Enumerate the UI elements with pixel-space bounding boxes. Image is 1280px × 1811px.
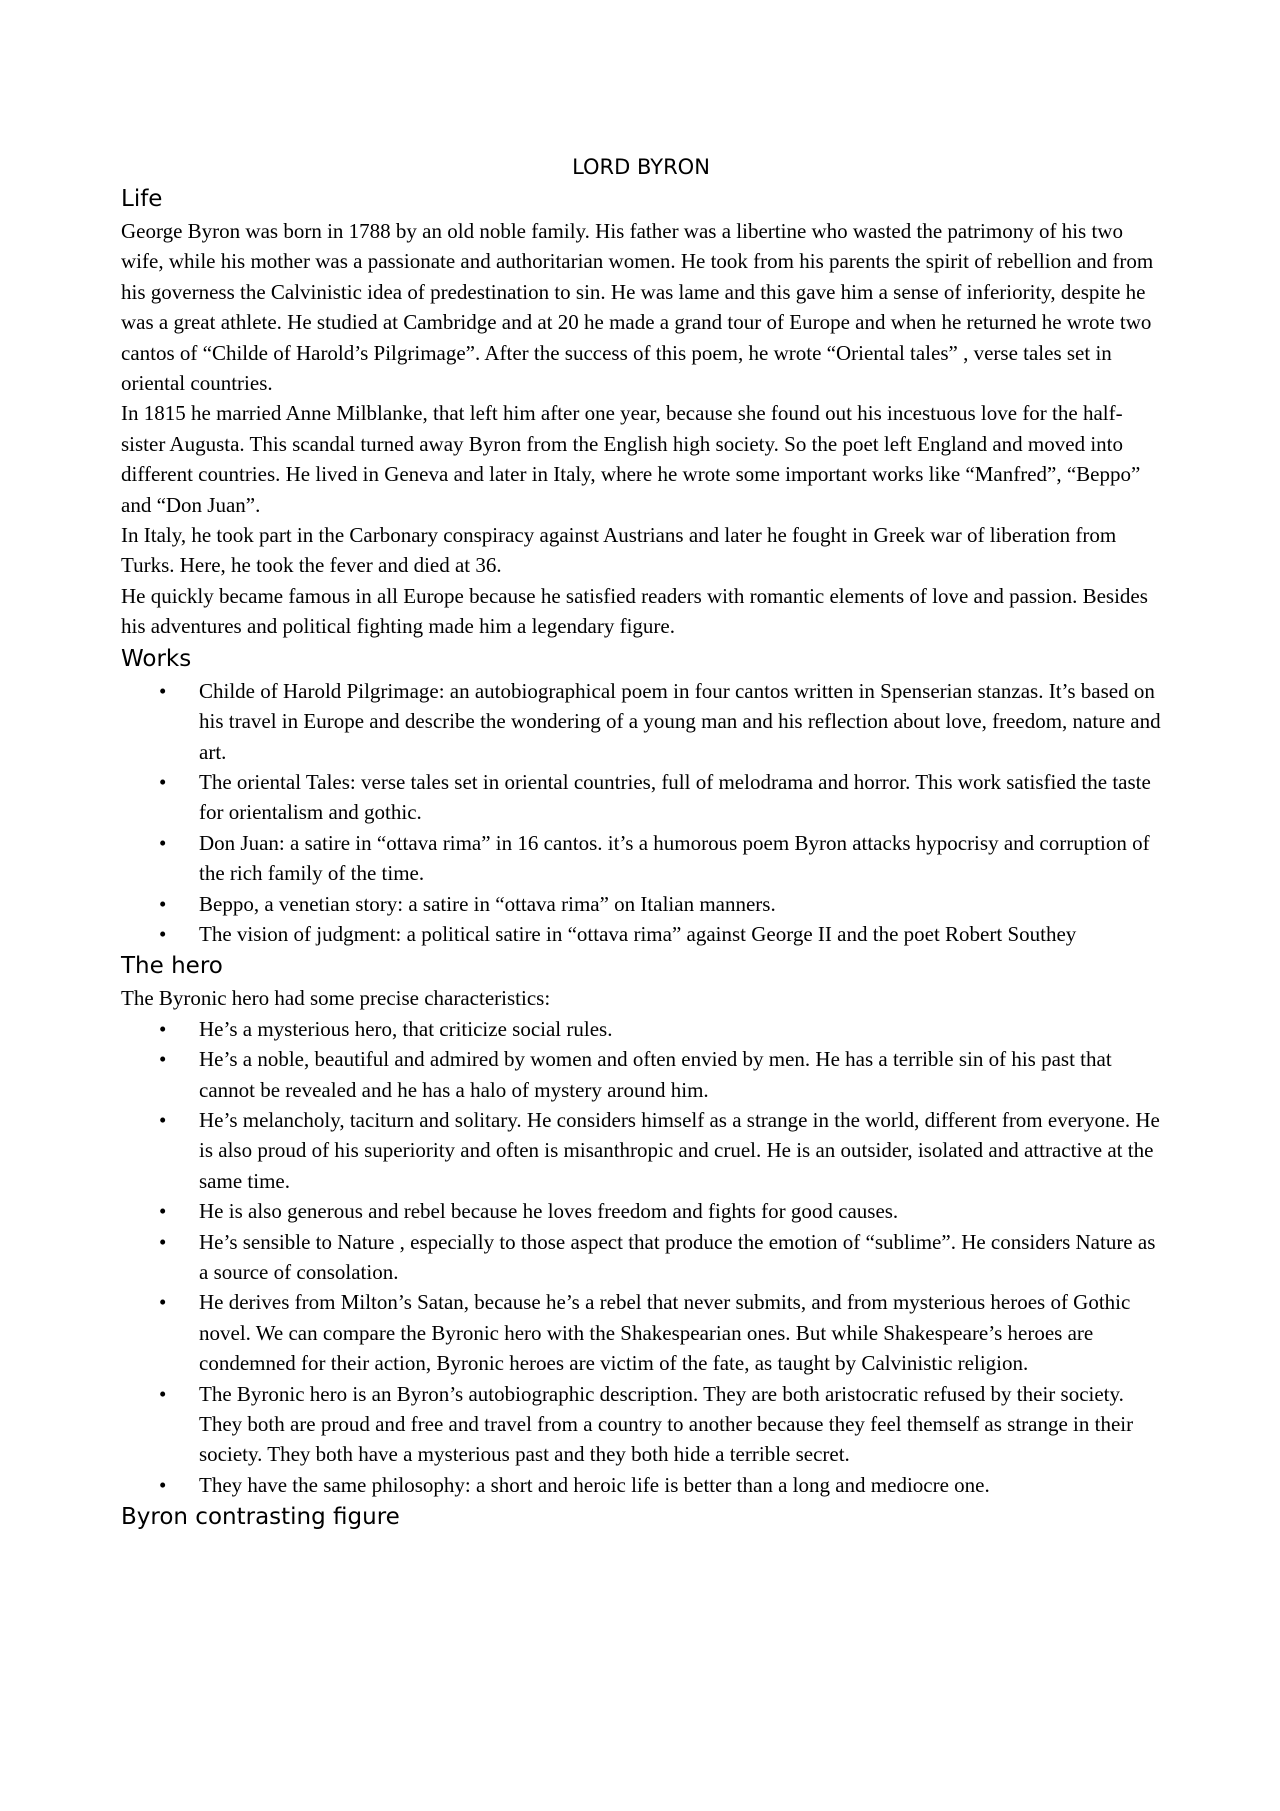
life-paragraph: He quickly became famous in all Europe because he satisfied readers with romantic elements of love and passion. Besides his adventures and political fighting made him a legendary figure.	[121, 583, 1148, 639]
page-title: LORD BYRON	[572, 155, 710, 179]
list-item	[121, 1227, 1161, 1288]
list-item	[121, 1287, 1161, 1378]
list-item	[121, 676, 1161, 767]
bullet-icon: •	[159, 769, 167, 794]
bullet-icon: •	[159, 921, 167, 946]
list-item-text: Don Juan: a satire in “ottava rima” in 16 cantos. it’s a humorous poem Byron attacks hypocrisy and corruption of the rich family of the time.	[199, 830, 1150, 886]
list-item	[121, 1044, 1161, 1105]
list-item-text: They have the same philosophy: a short and heroic life is better than a long and mediocre one.	[199, 1472, 990, 1497]
list-item-text: The Byronic hero is an Byron’s autobiographic description. They are both aristocratic refused by their society. They both are proud and free and travel from a country to another because they feel themself as strange in their society. They both have a mysterious past and they both hide a terrible secret.	[199, 1381, 1134, 1467]
list-item	[121, 919, 1161, 949]
hero-intro: The Byronic hero had some precise characteristics:	[121, 986, 551, 1011]
bullet-icon: •	[159, 1381, 167, 1406]
bullet-icon: •	[159, 1107, 167, 1132]
bullet-icon: •	[159, 1199, 167, 1224]
list-item-text: He’s sensible to Nature , especially to those aspect that produce the emotion of “sublime”. He considers Nature as a source of consolation.	[199, 1229, 1156, 1284]
document-body	[121, 152, 1161, 1534]
section-heading-life: Life	[121, 186, 163, 212]
list-item-text: He derives from Milton’s Satan, because he’s a rebel that never submits, and from mysterious heroes of Gothic novel. We can compare the Byronic hero with the Shakespearian ones. But while Shakespeare’s heroes are condemned for their action, Byronic heroes are victim of the fate, as taught by Calvinistic religion.	[199, 1290, 1131, 1376]
list-item	[121, 1470, 1161, 1500]
list-item-text: He’s melancholy, taciturn and solitary. He considers himself as a strange in the world, different from everyone. He is also proud of his superiority and often is misanthropic and cruel. He is an outsider, isolated and attractive at the same time.	[199, 1107, 1160, 1193]
list-item-text: He’s a noble, beautiful and admired by women and often envied by men. He has a terrible sin of his past that cannot be revealed and he has a halo of mystery around him.	[199, 1047, 1112, 1102]
bullet-icon: •	[159, 1016, 167, 1041]
life-paragraph: George Byron was born in 1788 by an old noble family. His father was a libertine who wasted the patrimony of his two wife, while his mother was a passionate and authoritarian women. He took from his parents the spirit of rebellion and from his governess the Calvinistic idea of predestination to sin. He was lame and this gave him a sense of inferiority, despite he was a great athlete. He studied at Cambridge and at 20 he made a grand tour of Europe and when he returned he wrote two cantos of “Childe of Harold’s Pilgrimage”. After the success of this poem, he wrote “Oriental tales” , verse tales set in oriental countries.	[121, 219, 1154, 396]
bullet-icon: •	[159, 678, 167, 703]
life-paragraph: In 1815 he married Anne Milblanke, that left him after one year, because she found out his incestuous love for the half-sister Augusta. This scandal turned away Byron from the English high society. So the poet left England and moved into different countries. He lived in Geneva and later in Italy, where he wrote some important works like “Manfred”, “Beppo” and “Don Juan”.	[121, 401, 1141, 517]
hero-list	[121, 1014, 1161, 1501]
list-item	[121, 1105, 1161, 1196]
list-item-text: He is also generous and rebel because he loves freedom and fights for good causes.	[199, 1199, 899, 1224]
list-item	[121, 1379, 1161, 1470]
bullet-icon: •	[159, 1047, 167, 1072]
works-list	[121, 676, 1161, 950]
list-item	[121, 828, 1161, 889]
list-item	[121, 1196, 1161, 1226]
section-heading-works: Works	[121, 645, 192, 672]
bullet-icon: •	[159, 1472, 167, 1497]
list-item	[121, 767, 1161, 828]
bullet-icon: •	[159, 891, 167, 916]
list-item-text: Childe of Harold Pilgrimage: an autobiographical poem in four cantos written in Spenserian stanzas. It’s based on his travel in Europe and describe the wondering of a young man and his reflection about love, freedom, nature and art.	[199, 678, 1161, 764]
life-paragraph: In Italy, he took part in the Carbonary conspiracy against Austrians and later he fought in Greek war of liberation from Turks. Here, he took the fever and died at 36.	[121, 523, 1117, 578]
list-item	[121, 1014, 1161, 1044]
list-item-text: The vision of judgment: a political satire in “ottava rima” against George II and the poet Robert Southey	[199, 921, 1077, 946]
bullet-icon: •	[159, 1229, 167, 1254]
section-heading-hero: The hero	[121, 953, 223, 980]
list-item-text: The oriental Tales: verse tales set in oriental countries, full of melodrama and horror. This work satisfied the taste for orientalism and gothic.	[199, 769, 1151, 825]
list-item-text: Beppo, a venetian story: a satire in “ottava rima” on Italian manners.	[199, 891, 776, 916]
list-item-text: He’s a mysterious hero, that criticize social rules.	[199, 1016, 613, 1041]
bullet-icon: •	[159, 830, 167, 855]
bullet-icon: •	[159, 1290, 167, 1315]
list-item	[121, 889, 1161, 919]
section-heading-contrast: Byron contrasting figure	[121, 1504, 400, 1531]
